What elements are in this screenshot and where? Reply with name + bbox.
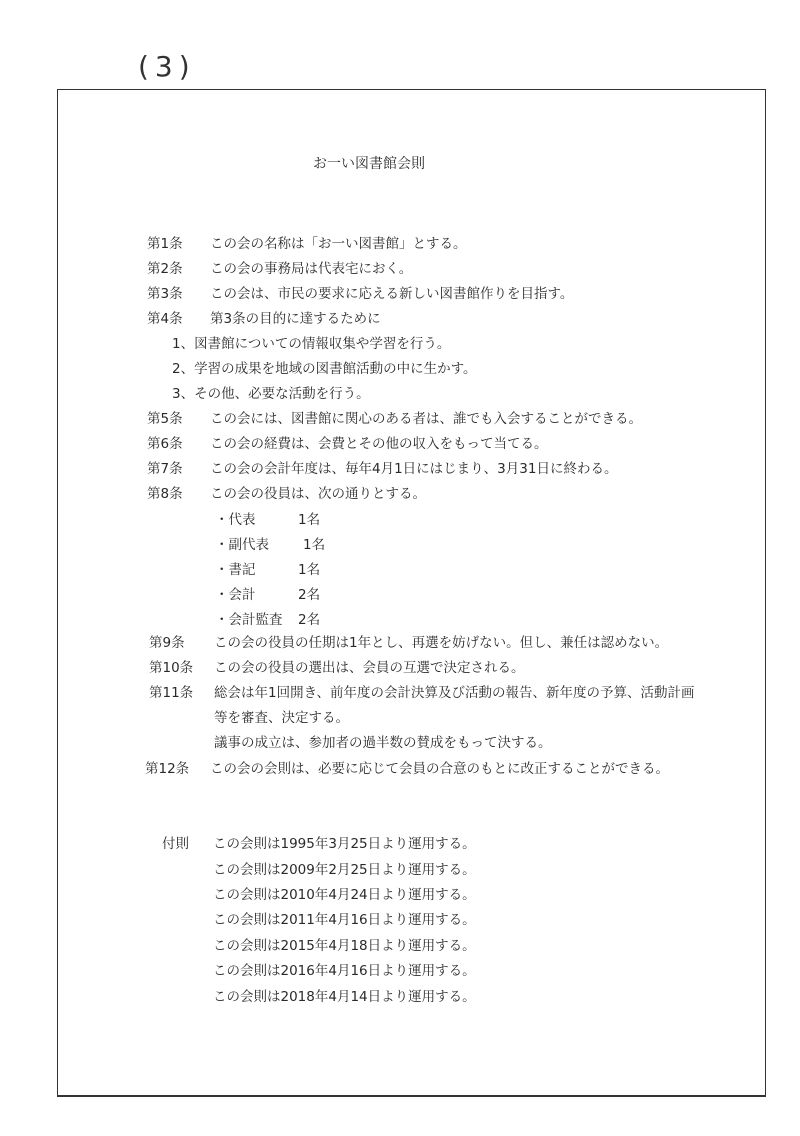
supplementary-line: この会則は2009年2月25日より運用する。 [213,862,476,878]
officer-count: 2名 [298,612,321,628]
article-text: この会の役員は、次の通りとする。 [210,486,426,502]
article-text: この会は、市民の要求に応える新しい図書館作りを目指す。 [210,286,574,302]
article-label: 第10条 [149,660,194,676]
article-text: この会の名称は「お一い図書館」とする。 [210,236,467,252]
article-label: 第8条 [147,486,183,502]
article-text: この会の会則は、必要に応じて会員の合意のもとに改正することができる。 [210,761,669,777]
supplementary-line: この会則は2018年4月14日より運用する。 [213,989,476,1005]
officer-role: ・書記 [215,562,256,578]
article-text: この会の経費は、会費とその他の収入をもって当てる。 [210,436,548,452]
article-text: 等を審査、決定する。 [214,710,349,726]
article-text: 第3条の目的に達するために [210,311,381,327]
article-label: 第2条 [147,261,183,277]
article-text: この会には、図書館に関心のある者は、誰でも入会することができる。 [210,411,642,427]
article-text: 総会は年1回開き、前年度の会計決算及び活動の報告、新年度の予算、活動計画 [214,685,695,701]
article-text: この会の役員の任期は1年とし、再選を妨げない。但し、兼任は認めない。 [214,635,669,651]
officer-count: 1名 [303,537,326,553]
supplementary-line: この会則は2016年4月16日より運用する。 [213,963,476,979]
article-label: 第11条 [149,685,194,701]
article-text: 議事の成立は、参加者の過半数の賛成をもって決する。 [214,735,552,751]
article-label: 第6条 [147,436,183,452]
officer-count: 1名 [298,562,321,578]
article-label: 第12条 [145,761,190,777]
article-text: この会の役員の選出は、会員の互選で決定される。 [214,660,525,676]
article-label: 第7条 [147,461,183,477]
article-text: この会の会計年度は、毎年4月1日にはじまり、3月31日に終わる。 [210,461,618,477]
article-label: 第1条 [147,236,183,252]
supplementary-line: この会則は2015年4月18日より運用する。 [213,938,476,954]
article-label: 第9条 [149,635,185,651]
page-number: (3) [138,50,196,83]
officer-role: ・副代表 [215,537,269,553]
article-label: 第4条 [147,311,183,327]
article-4-item: 3、その他、必要な活動を行う。 [172,386,370,402]
officer-count: 2名 [298,587,321,603]
officer-count: 1名 [298,512,321,528]
officer-role: ・会計 [215,587,256,603]
officer-role: ・会計監査 [215,612,283,628]
supplementary-label: 付則 [162,836,189,852]
supplementary-line: この会則は2011年4月16日より運用する。 [213,912,476,928]
article-label: 第5条 [147,411,183,427]
supplementary-line: この会則は1995年3月25日より運用する。 [213,836,476,852]
officer-role: ・代表 [215,512,256,528]
article-4-item: 2、学習の成果を地域の図書館活動の中に生かす。 [172,361,477,377]
article-text: この会の事務局は代表宅におく。 [210,261,413,277]
document-title: お一い図書館会則 [313,156,425,172]
article-label: 第3条 [147,286,183,302]
supplementary-line: この会則は2010年4月24日より運用する。 [213,887,476,903]
article-4-item: 1、図書館についての情報収集や学習を行う。 [172,336,451,352]
